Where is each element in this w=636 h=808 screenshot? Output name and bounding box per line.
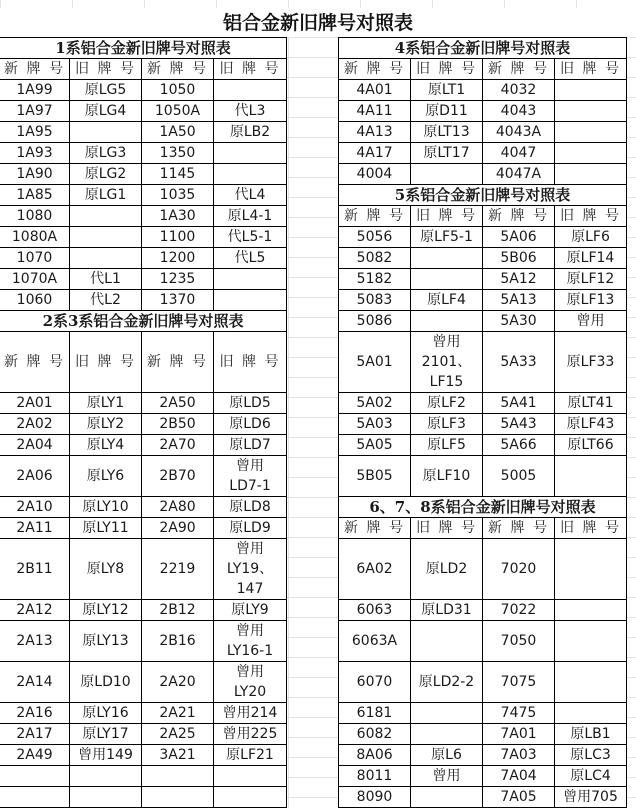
table-row — [339, 662, 627, 703]
new-grade-cell: 4047 — [483, 143, 555, 164]
new-grade-cell: 7022 — [483, 600, 555, 621]
new-grade-cell: 1080 — [0, 206, 70, 227]
table-row — [0, 621, 287, 662]
new-grade-cell: 2A13 — [0, 621, 70, 662]
new-grade-cell: 5086 — [339, 311, 411, 332]
old-grade-cell — [555, 539, 627, 600]
old-grade-header: 旧 牌 号 — [411, 59, 483, 80]
new-grade-cell: 6082 — [339, 724, 411, 745]
old-grade-cell — [214, 269, 287, 290]
old-grade-cell — [555, 662, 627, 703]
old-grade-cell — [555, 143, 627, 164]
new-grade-cell: 4A01 — [339, 80, 411, 101]
new-grade-cell: 4A13 — [339, 122, 411, 143]
table-row — [339, 724, 627, 745]
old-grade-cell: 原LD31 — [411, 600, 483, 621]
new-grade-cell: 1350 — [142, 143, 214, 164]
old-grade-cell — [555, 101, 627, 122]
table-row — [339, 621, 627, 662]
new-grade-cell: 1A95 — [0, 122, 70, 143]
table-row — [0, 497, 287, 518]
old-grade-cell: 原LY2 — [70, 414, 142, 435]
page-title: 铝合金新旧牌号对照表 — [0, 8, 636, 37]
old-grade-cell: 原L6 — [411, 745, 483, 766]
old-grade-cell — [70, 227, 142, 248]
old-grade-cell: 曾用 — [411, 766, 483, 787]
table-row — [0, 290, 287, 311]
new-grade-cell: 8011 — [339, 766, 411, 787]
new-grade-cell: 6A02 — [339, 539, 411, 600]
table-row — [0, 435, 287, 456]
table-row — [0, 766, 287, 787]
new-grade-header: 新 牌 号 — [0, 59, 70, 80]
old-grade-cell: 原LF33 — [555, 332, 627, 393]
old-grade-header: 旧 牌 号 — [555, 206, 627, 227]
table-row — [0, 393, 287, 414]
table-row — [0, 724, 287, 745]
new-grade-header: 新 牌 号 — [142, 59, 214, 80]
new-grade-cell: 6181 — [339, 703, 411, 724]
table-row — [0, 227, 287, 248]
table-row — [0, 248, 287, 269]
new-grade-cell: 7050 — [483, 621, 555, 662]
old-grade-cell: 原LF14 — [555, 248, 627, 269]
old-grade-cell: 原LF6 — [555, 227, 627, 248]
new-grade-cell: 1100 — [142, 227, 214, 248]
old-grade-cell: 原LT66 — [555, 435, 627, 456]
old-grade-cell: 曾用705 — [555, 787, 627, 808]
old-grade-cell — [411, 269, 483, 290]
old-grade-cell — [555, 80, 627, 101]
old-grade-cell: 原LT13 — [411, 122, 483, 143]
right-table — [338, 37, 627, 808]
new-grade-cell: 2A14 — [0, 662, 70, 703]
new-grade-cell: 7A01 — [483, 724, 555, 745]
old-grade-header: 旧 牌 号 — [214, 332, 287, 393]
table-row — [0, 122, 287, 143]
new-grade-cell: 1A30 — [142, 206, 214, 227]
old-grade-cell: 原LB1 — [555, 724, 627, 745]
new-grade-cell: 2B11 — [0, 539, 70, 600]
new-grade-cell: 1200 — [142, 248, 214, 269]
new-grade-cell: 7A04 — [483, 766, 555, 787]
old-grade-cell: 原LY10 — [70, 497, 142, 518]
old-grade-cell: 原LT1 — [411, 80, 483, 101]
new-grade-cell — [142, 766, 214, 787]
table-row — [339, 80, 627, 101]
table-row — [0, 101, 287, 122]
old-grade-cell — [70, 248, 142, 269]
table-row — [339, 227, 627, 248]
new-grade-cell: 2A20 — [142, 662, 214, 703]
old-grade-cell — [411, 248, 483, 269]
old-grade-cell: 代L2 — [70, 290, 142, 311]
new-grade-cell: 5056 — [339, 227, 411, 248]
old-grade-cell: 原LY11 — [70, 518, 142, 539]
new-grade-cell: 1070A — [0, 269, 70, 290]
old-grade-cell: 原LG3 — [70, 143, 142, 164]
new-grade-cell: 5A30 — [483, 311, 555, 332]
old-grade-cell — [214, 80, 287, 101]
table-row — [0, 600, 287, 621]
new-grade-cell: 7A05 — [483, 787, 555, 808]
old-grade-cell: 原LY1 — [70, 393, 142, 414]
new-grade-header: 新 牌 号 — [142, 332, 214, 393]
old-grade-cell: 原LG5 — [70, 80, 142, 101]
new-grade-cell: 7A03 — [483, 745, 555, 766]
new-grade-cell: 2A11 — [0, 518, 70, 539]
new-grade-cell: 6063A — [339, 621, 411, 662]
old-grade-cell: 原LF3 — [411, 414, 483, 435]
new-grade-cell: 2219 — [142, 539, 214, 600]
new-grade-cell: 2A02 — [0, 414, 70, 435]
new-grade-cell: 5A01 — [339, 332, 411, 393]
old-grade-cell — [555, 456, 627, 497]
old-grade-cell — [214, 143, 287, 164]
old-grade-cell: 原LG2 — [70, 164, 142, 185]
new-grade-cell: 2A04 — [0, 435, 70, 456]
old-grade-cell: 原LY17 — [70, 724, 142, 745]
table-row — [339, 290, 627, 311]
table-row — [0, 269, 287, 290]
new-grade-cell: 1050A — [142, 101, 214, 122]
new-grade-cell: 1A93 — [0, 143, 70, 164]
new-grade-cell: 5A13 — [483, 290, 555, 311]
new-grade-cell: 2A90 — [142, 518, 214, 539]
old-grade-cell: 原LF13 — [555, 290, 627, 311]
old-grade-cell: 曾用 2101、 LF15 — [411, 332, 483, 393]
table-row — [339, 766, 627, 787]
table-row — [339, 122, 627, 143]
old-grade-cell: 曾用 LY20 — [214, 662, 287, 703]
old-grade-cell: 原LB2 — [214, 122, 287, 143]
old-grade-cell: 原LY4 — [70, 435, 142, 456]
old-grade-cell: 原LF43 — [555, 414, 627, 435]
old-grade-cell: 原LY8 — [70, 539, 142, 600]
header-row — [0, 59, 287, 80]
table-row — [0, 143, 287, 164]
new-grade-cell: 2A06 — [0, 456, 70, 497]
new-grade-cell: 5005 — [483, 456, 555, 497]
new-grade-cell: 2A01 — [0, 393, 70, 414]
new-grade-header: 新 牌 号 — [339, 518, 411, 539]
old-grade-cell: 曾用225 — [214, 724, 287, 745]
new-grade-cell: 6070 — [339, 662, 411, 703]
old-grade-cell — [214, 164, 287, 185]
new-grade-header: 新 牌 号 — [483, 59, 555, 80]
new-grade-cell: 2B12 — [142, 600, 214, 621]
new-grade-cell: 5B06 — [483, 248, 555, 269]
old-grade-cell: 代L4 — [214, 185, 287, 206]
new-grade-cell: 5A06 — [483, 227, 555, 248]
section-title: 5系铝合金新旧牌号对照表 — [339, 185, 627, 206]
old-grade-cell: 原L4-1 — [214, 206, 287, 227]
old-grade-cell: 原LD8 — [214, 497, 287, 518]
old-grade-header: 旧 牌 号 — [411, 206, 483, 227]
old-grade-cell — [214, 290, 287, 311]
old-grade-cell — [411, 703, 483, 724]
table-row — [339, 332, 627, 393]
old-grade-cell: 原LC4 — [555, 766, 627, 787]
new-grade-cell: 2A21 — [142, 703, 214, 724]
old-grade-cell: 原LD2-2 — [411, 662, 483, 703]
table-row — [339, 600, 627, 621]
new-grade-cell: 3A21 — [142, 745, 214, 766]
new-grade-cell: 2A12 — [0, 600, 70, 621]
old-grade-cell: 曾用 LY16-1 — [214, 621, 287, 662]
new-grade-cell: 5A03 — [339, 414, 411, 435]
new-grade-cell: 1050 — [142, 80, 214, 101]
new-grade-cell: 2B70 — [142, 456, 214, 497]
old-grade-cell: 原LD10 — [70, 662, 142, 703]
table-row — [339, 143, 627, 164]
table-row — [339, 435, 627, 456]
old-grade-cell: 原LD9 — [214, 518, 287, 539]
new-grade-cell: 7475 — [483, 703, 555, 724]
old-grade-cell: 代L3 — [214, 101, 287, 122]
old-grade-cell: 原LY9 — [214, 600, 287, 621]
table-row — [339, 539, 627, 600]
new-grade-cell: 5A66 — [483, 435, 555, 456]
new-grade-cell: 4004 — [339, 164, 411, 185]
old-grade-cell: 原LF2 — [411, 393, 483, 414]
table-row — [339, 456, 627, 497]
table-row — [0, 206, 287, 227]
table-row — [0, 414, 287, 435]
new-grade-cell: 2A80 — [142, 497, 214, 518]
old-grade-cell: 原LF5-1 — [411, 227, 483, 248]
new-grade-cell: 1A85 — [0, 185, 70, 206]
new-grade-cell: 5A33 — [483, 332, 555, 393]
old-grade-cell — [70, 122, 142, 143]
table-row — [339, 393, 627, 414]
new-grade-cell: 1235 — [142, 269, 214, 290]
header-row — [339, 206, 627, 227]
new-grade-cell: 1A99 — [0, 80, 70, 101]
old-grade-cell: 原LY13 — [70, 621, 142, 662]
table-row — [339, 311, 627, 332]
old-grade-cell — [411, 621, 483, 662]
old-grade-cell: 曾用214 — [214, 703, 287, 724]
old-grade-cell: 原LF12 — [555, 269, 627, 290]
old-grade-header: 旧 牌 号 — [70, 59, 142, 80]
new-grade-cell — [0, 766, 70, 787]
old-grade-cell: 曾用 — [555, 311, 627, 332]
header-row — [339, 518, 627, 539]
table-row — [0, 662, 287, 703]
table-row — [339, 164, 627, 185]
new-grade-cell: 2A25 — [142, 724, 214, 745]
new-grade-header: 新 牌 号 — [339, 59, 411, 80]
table-row — [0, 456, 287, 497]
old-grade-cell: 原D11 — [411, 101, 483, 122]
new-grade-cell: 5A05 — [339, 435, 411, 456]
new-grade-cell: 2A50 — [142, 393, 214, 414]
table-row — [0, 185, 287, 206]
old-grade-cell: 原LF10 — [411, 456, 483, 497]
new-grade-cell: 5A43 — [483, 414, 555, 435]
old-grade-header: 旧 牌 号 — [555, 518, 627, 539]
table-row — [339, 269, 627, 290]
old-grade-cell — [555, 164, 627, 185]
old-grade-cell — [70, 766, 142, 787]
old-grade-cell: 原LT41 — [555, 393, 627, 414]
old-grade-cell: 代L1 — [70, 269, 142, 290]
table-row — [0, 80, 287, 101]
new-grade-cell: 1145 — [142, 164, 214, 185]
old-grade-cell: 原LF5 — [411, 435, 483, 456]
table-row — [0, 539, 287, 600]
old-grade-cell: 原LT17 — [411, 143, 483, 164]
left-table — [0, 37, 287, 808]
new-grade-cell: 5A12 — [483, 269, 555, 290]
old-grade-cell: 原LY6 — [70, 456, 142, 497]
new-grade-cell: 5083 — [339, 290, 411, 311]
old-grade-cell — [214, 766, 287, 787]
old-grade-cell: 原LD7 — [214, 435, 287, 456]
old-grade-header: 旧 牌 号 — [411, 518, 483, 539]
header-row — [339, 59, 627, 80]
header-row — [0, 332, 287, 393]
new-grade-cell: 4043 — [483, 101, 555, 122]
new-grade-cell: 5082 — [339, 248, 411, 269]
new-grade-header: 新 牌 号 — [483, 518, 555, 539]
new-grade-cell: 7075 — [483, 662, 555, 703]
old-grade-cell: 原LG4 — [70, 101, 142, 122]
new-grade-cell: 1080A — [0, 227, 70, 248]
new-grade-cell: 2B16 — [142, 621, 214, 662]
new-grade-cell: 1A97 — [0, 101, 70, 122]
old-grade-cell — [555, 600, 627, 621]
old-grade-header: 旧 牌 号 — [214, 59, 287, 80]
new-grade-cell: 5B05 — [339, 456, 411, 497]
new-grade-cell: 7020 — [483, 539, 555, 600]
table-row — [339, 414, 627, 435]
table-row — [339, 745, 627, 766]
old-grade-cell: 原LD2 — [411, 539, 483, 600]
new-grade-header: 新 牌 号 — [0, 332, 70, 393]
old-grade-cell: 代L5-1 — [214, 227, 287, 248]
table-row — [0, 703, 287, 724]
old-grade-header: 旧 牌 号 — [70, 332, 142, 393]
new-grade-cell: 4043A — [483, 122, 555, 143]
table-row — [0, 164, 287, 185]
new-grade-cell: 5A02 — [339, 393, 411, 414]
new-grade-cell: 5A41 — [483, 393, 555, 414]
new-grade-cell: 4047A — [483, 164, 555, 185]
old-grade-cell: 曾用 LD7-1 — [214, 456, 287, 497]
old-grade-cell — [411, 311, 483, 332]
new-grade-cell: 1A50 — [142, 122, 214, 143]
old-grade-cell: 曾用 LY19、 147 — [214, 539, 287, 600]
new-grade-cell: 4032 — [483, 80, 555, 101]
table-row — [339, 703, 627, 724]
table-row — [339, 248, 627, 269]
old-grade-cell: 原LD6 — [214, 414, 287, 435]
old-grade-cell: 原LY16 — [70, 703, 142, 724]
table-row — [339, 101, 627, 122]
new-grade-cell: 1060 — [0, 290, 70, 311]
table-row — [0, 518, 287, 539]
old-grade-cell: 代L5 — [214, 248, 287, 269]
old-grade-cell — [70, 206, 142, 227]
new-grade-cell: 2A49 — [0, 745, 70, 766]
table-row — [0, 745, 287, 766]
new-grade-header: 新 牌 号 — [339, 206, 411, 227]
new-grade-cell: 2A17 — [0, 724, 70, 745]
old-grade-cell — [411, 164, 483, 185]
old-grade-cell — [555, 703, 627, 724]
old-grade-cell — [555, 621, 627, 662]
section-title: 2系3系铝合金新旧牌号对照表 — [0, 311, 287, 332]
new-grade-cell: 1070 — [0, 248, 70, 269]
new-grade-cell: 2A10 — [0, 497, 70, 518]
new-grade-cell: 1370 — [142, 290, 214, 311]
section-title: 6、7、8系铝合金新旧牌号对照表 — [339, 497, 627, 518]
new-grade-cell: 2A16 — [0, 703, 70, 724]
new-grade-cell: 8A06 — [339, 745, 411, 766]
new-grade-cell: 8090 — [339, 787, 411, 808]
old-grade-cell: 原LF21 — [214, 745, 287, 766]
new-grade-header: 新 牌 号 — [483, 206, 555, 227]
old-grade-cell: 原LG1 — [70, 185, 142, 206]
new-grade-cell: 4A11 — [339, 101, 411, 122]
new-grade-cell: 6063 — [339, 600, 411, 621]
new-grade-cell: 4A17 — [339, 143, 411, 164]
old-grade-cell: 原LC3 — [555, 745, 627, 766]
section-title: 1系铝合金新旧牌号对照表 — [0, 38, 287, 59]
old-grade-cell: 原LD5 — [214, 393, 287, 414]
old-grade-cell — [411, 724, 483, 745]
old-grade-cell — [555, 122, 627, 143]
new-grade-cell: 1035 — [142, 185, 214, 206]
old-grade-cell: 原LY12 — [70, 600, 142, 621]
old-grade-cell: 曾用149 — [70, 745, 142, 766]
new-grade-cell: 1A90 — [0, 164, 70, 185]
section-title: 4系铝合金新旧牌号对照表 — [339, 38, 627, 59]
old-grade-cell: 原LF4 — [411, 290, 483, 311]
new-grade-cell: 2A70 — [142, 435, 214, 456]
new-grade-cell: 5182 — [339, 269, 411, 290]
old-grade-header: 旧 牌 号 — [555, 59, 627, 80]
new-grade-cell: 2B50 — [142, 414, 214, 435]
